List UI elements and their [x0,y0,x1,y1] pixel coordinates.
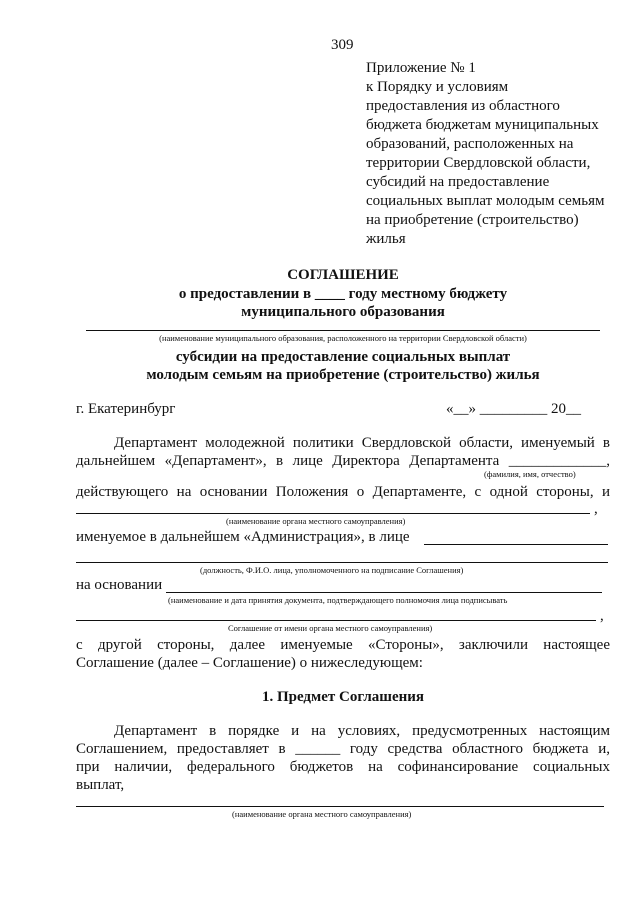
agreement-subtitle: о предоставлении в ____ году местному бюджету [178,286,508,302]
municipality-fill-line [86,330,600,331]
caption-org-2: (наименование органа местного самоуправления) [232,809,412,819]
body-line: с другой стороны, далее именуемые «Стороны», заключили настоящее [76,637,610,653]
appendix-line: к Порядку и условиям [366,79,509,95]
body-line: действующего на основании Положения о Департаменте, с одной стороны, и [76,484,610,500]
agreement-title: СОГЛАШЕНИЕ [287,267,399,283]
caption-position: (должность, Ф.И.О. лица, уполномоченного на подписание Соглашения) [200,565,464,575]
org-fill-line-2 [76,806,604,807]
org-fill-line [76,513,590,514]
caption-municipality: (наименование муниципального образования, расположенного на территории Свердловской области) [159,333,527,343]
agreement-subtitle-2: муниципального образования [241,304,445,320]
caption-document: (наименование и дата принятия документа, подтверждающего полномочия лица подписывать [168,595,508,605]
caption-fio: (фамилия, имя, отчество) [484,469,576,479]
section-line: при наличии, федерального бюджетов на софинансирование социальных [76,759,610,775]
appendix-line: территории Свердловской области, [366,155,591,171]
body-line: Департамент молодежной политики Свердловской области, именуемый в [114,435,610,451]
body-line: Соглашение (далее – Соглашение) о нижеследующем: [76,655,423,671]
agreement-subject-2: молодым семьям на приобретение (строительство) жилья [146,367,540,383]
comma: , [594,501,598,517]
body-line: на основании [76,577,163,593]
page-number: 309 [331,37,354,53]
appendix-line: бюджета бюджетам муниципальных [366,117,599,133]
appendix-line: образований, расположенных на [366,136,574,152]
caption-org: (наименование органа местного самоуправления) [226,516,406,526]
appendix-line: Приложение № 1 [366,60,476,76]
appendix-line: субсидий на предоставление [366,174,550,190]
date: «__» _________ 20__ [446,401,581,417]
appendix-line: социальных выплат молодым семьям [366,193,605,209]
appendix-line: жилья [366,231,406,247]
caption-document-2: Соглашение от имени органа местного самоуправления) [228,623,433,633]
comma: , [600,608,604,624]
document-fill-line [76,620,596,621]
basis-fill-line [166,592,602,593]
person-fill-line [424,544,608,545]
section-line: выплат, [76,777,125,793]
agreement-subject-1: субсидии на предоставление социальных выплат [175,349,511,365]
section-heading: 1. Предмет Соглашения [261,689,425,705]
appendix-block [366,59,604,249]
body-line: дальнейшем «Департамент», в лице Директора Департамента _____________, [76,453,610,469]
body-line: именуемое в дальнейшем «Администрация», в лице [76,529,410,545]
section-line: Департамент в порядке и на условиях, предусмотренных настоящим [114,723,610,739]
appendix-line: на приобретение (строительство) [366,212,579,228]
appendix-line: предоставления из областного [366,98,560,114]
section-line: Соглашением, предоставляет в ______ году средства областного бюджета и, [76,741,610,757]
city: г. Екатеринбург [76,401,176,417]
position-fill-line [76,562,608,563]
